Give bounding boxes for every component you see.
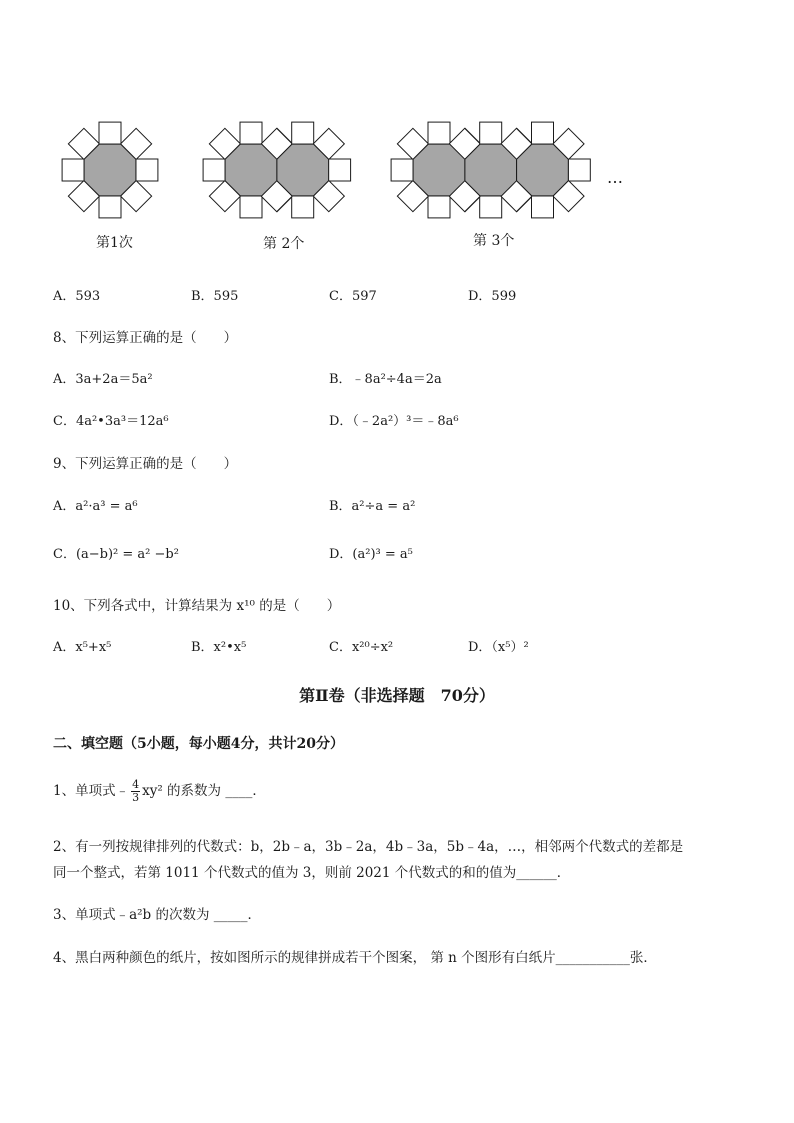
q7-option-b: B．595 — [191, 289, 239, 304]
white-square — [480, 122, 502, 144]
gray-octagon — [517, 144, 569, 196]
white-square — [532, 196, 554, 218]
figure-label-1: 第1次 — [96, 235, 133, 251]
white-square — [99, 196, 121, 218]
fill-q3: 3、单项式﹣a²b 的次数为 _____． — [53, 907, 262, 923]
fraction — [131, 779, 140, 804]
octagon-pattern-diagram — [55, 110, 655, 260]
q9-option-c: C．(a−b)² = a² −b² — [53, 547, 179, 562]
gray-octagon — [225, 144, 277, 196]
white-square — [428, 196, 450, 218]
white-square — [62, 159, 84, 181]
figure-ellipsis: … — [607, 168, 623, 187]
q10-option-d: D．（x⁵）² — [468, 640, 529, 655]
fill-q1-prefix: 1、单项式﹣ — [53, 783, 130, 799]
q10-option-c: C．x²⁰÷x² — [329, 640, 394, 655]
white-square — [292, 122, 314, 144]
q10-option-b: B．x²•x⁵ — [191, 640, 247, 655]
white-square — [240, 196, 262, 218]
q9-option-d: D．(a²)³ = a⁵ — [329, 547, 413, 562]
fraction-denominator: 3 — [132, 791, 140, 804]
fill-q1-suffix: xy² 的系数为 ____． — [142, 783, 266, 799]
q10-option-a: A．x⁵+x⁵ — [53, 640, 112, 655]
fill-q1 — [53, 779, 266, 804]
gray-octagon — [413, 144, 465, 196]
white-square — [329, 159, 351, 181]
white-square — [428, 122, 450, 144]
fill-q2-line1: 2、有一列按规律排列的代数式：b，2b﹣a，3b﹣2a，4b﹣3a，5b﹣4a，…，相邻两个代数式的差都是 — [53, 839, 684, 855]
white-square — [568, 159, 590, 181]
q9-option-b: B．a²÷a = a² — [329, 499, 416, 514]
part2-title: 第Ⅱ卷（非选择题 70分） — [299, 686, 495, 705]
white-square — [203, 159, 225, 181]
fill-q2-line2: 同一个整式，若第 1011 个代数式的值为 3，则前 2021 个代数式的和的值为______． — [53, 865, 571, 881]
q8-option-a: A．3a+2a＝5a² — [53, 372, 153, 387]
q9-option-a: A．a²·a³ = a⁶ — [53, 499, 138, 514]
white-square — [480, 196, 502, 218]
white-square — [391, 159, 413, 181]
white-square — [99, 122, 121, 144]
gray-octagon — [277, 144, 329, 196]
pattern-figure — [55, 110, 655, 260]
figure-label-2: 第 2个 — [263, 236, 305, 252]
white-square — [532, 122, 554, 144]
q8-option-b: B．﹣8a²÷4a＝2a — [329, 372, 442, 387]
q7-option-c: C．597 — [329, 289, 377, 304]
white-square — [292, 196, 314, 218]
q8-stem: 8、下列运算正确的是（ ） — [53, 330, 238, 346]
q7-option-a: A．593 — [53, 289, 101, 304]
gray-octagon — [465, 144, 517, 196]
white-square — [136, 159, 158, 181]
figure-label-3: 第 3个 — [473, 233, 515, 249]
section2-heading: 二、填空题（5小题，每小题4分，共计20分） — [53, 736, 344, 752]
fraction-numerator: 4 — [132, 778, 140, 791]
q8-option-d: D．（﹣2a²）³＝﹣8a⁶ — [329, 414, 459, 429]
fill-q4: 4、黑白两种颜色的纸片，按如图所示的规律拼成若干个图案， 第 n 个图形有白纸片___________张． — [53, 950, 657, 966]
q8-option-c: C．4a²•3a³＝12a⁶ — [53, 414, 169, 429]
gray-octagon — [84, 144, 136, 196]
q10-stem: 10、下列各式中，计算结果为 x¹⁰ 的是（ ） — [53, 598, 341, 614]
q7-option-d: D．599 — [468, 289, 517, 304]
white-square — [240, 122, 262, 144]
q9-stem: 9、下列运算正确的是（ ） — [53, 456, 238, 472]
